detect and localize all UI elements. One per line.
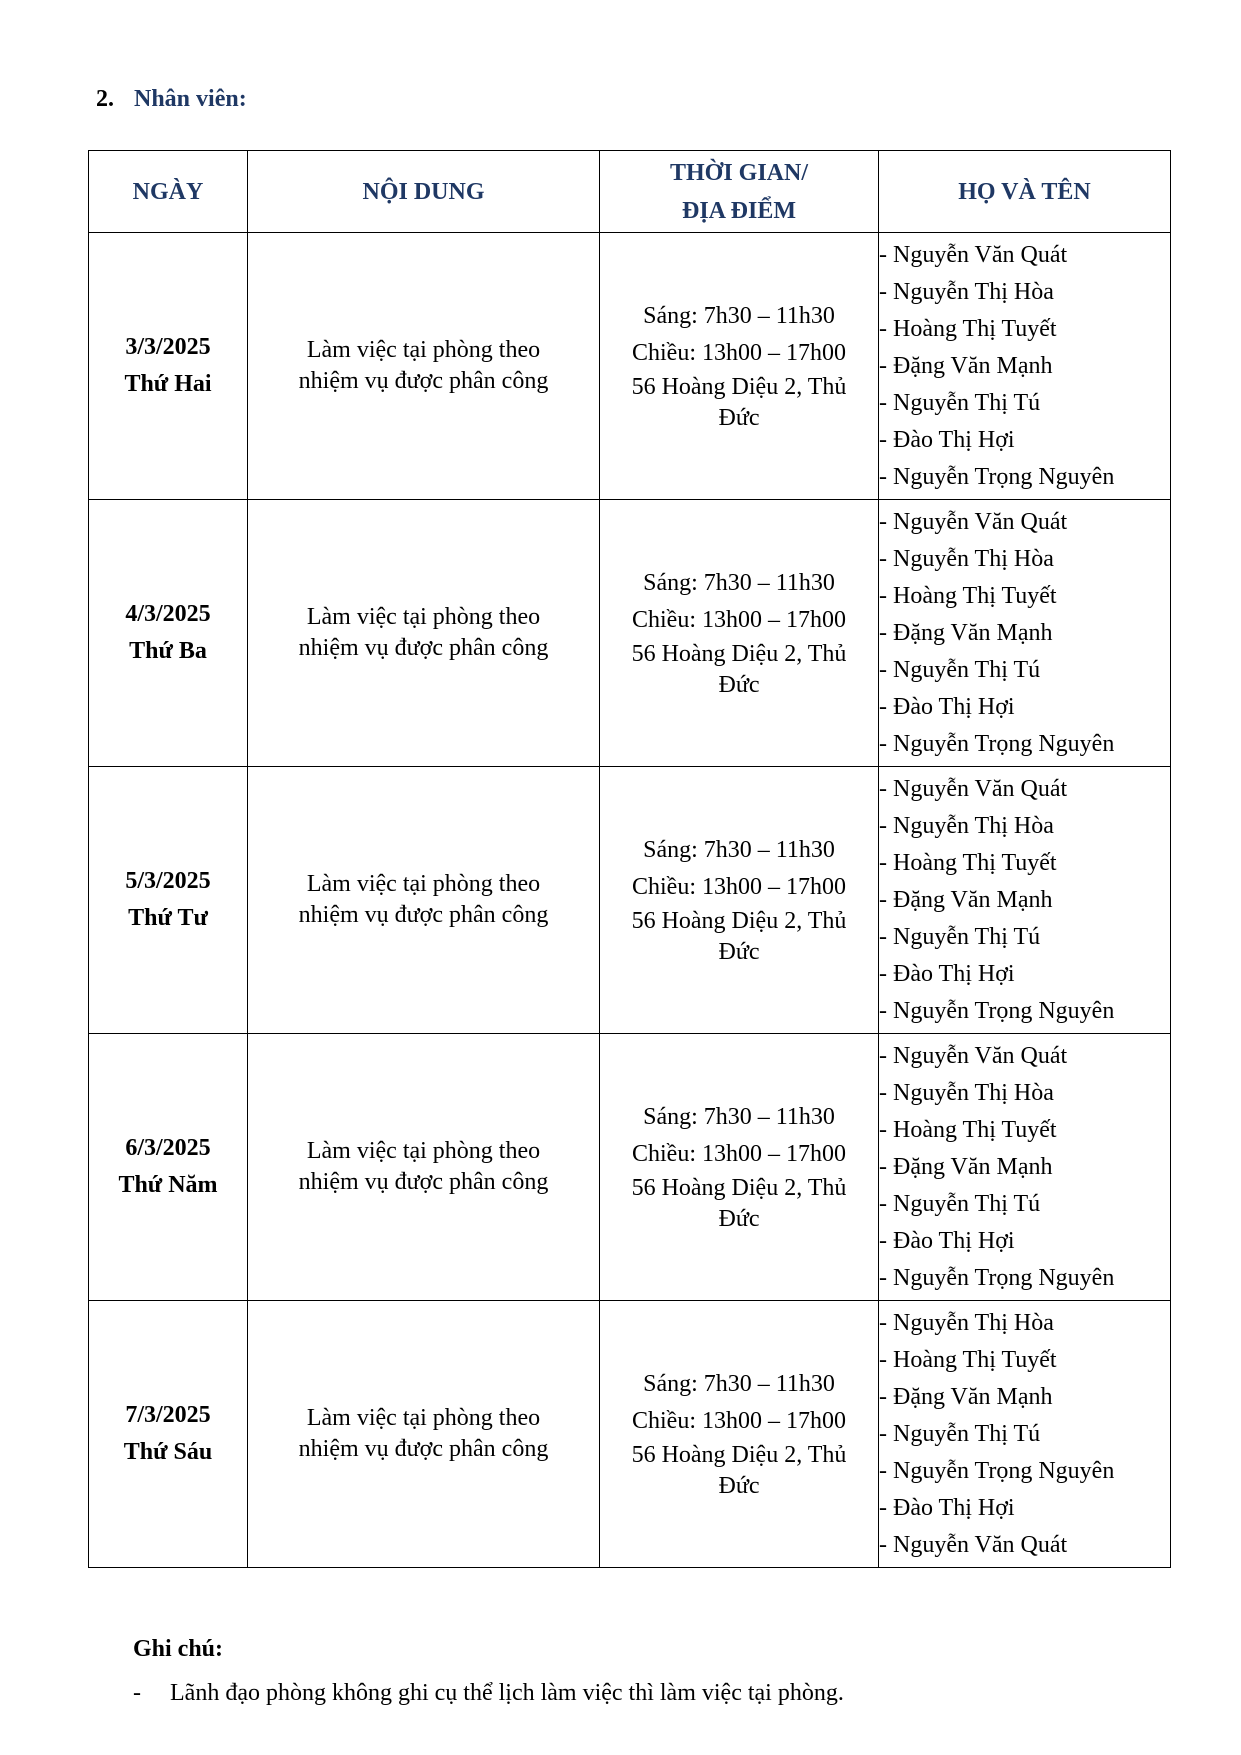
- staff-name: - Đặng Văn Mạnh: [879, 886, 1053, 913]
- content-cell: [248, 1034, 600, 1301]
- location-line: 56 Hoàng Diệu 2, Thủ: [631, 641, 847, 667]
- staff-name: - Đặng Văn Mạnh: [879, 1153, 1053, 1180]
- content-line: nhiệm vụ được phân công: [298, 1436, 549, 1462]
- staff-name: - Đào Thị Hợi: [879, 1494, 1015, 1521]
- staff-name: - Nguyễn Thị Tú: [879, 923, 1041, 950]
- afternoon-hours: Chiều: 13h00 – 17h00: [632, 340, 846, 366]
- date-cell: [89, 767, 248, 1034]
- staff-name: - Hoàng Thị Tuyết: [879, 315, 1057, 342]
- location-line: Đức: [718, 939, 760, 965]
- note-title: Ghi chú:: [133, 1636, 224, 1662]
- morning-hours: Sáng: 7h30 – 11h30: [643, 837, 835, 863]
- staff-name: - Nguyễn Văn Quát: [879, 241, 1068, 268]
- note-item: [133, 1680, 844, 1707]
- time-location-cell: [600, 233, 879, 500]
- staff-name: - Nguyễn Thị Hòa: [879, 1079, 1054, 1106]
- staff-name: - Hoàng Thị Tuyết: [879, 849, 1057, 876]
- row-date: 3/3/2025: [125, 334, 211, 360]
- section-title: [96, 86, 247, 113]
- content-line: Làm việc tại phòng theo: [306, 871, 541, 897]
- afternoon-hours: Chiều: 13h00 – 17h00: [632, 1141, 846, 1167]
- morning-hours: Sáng: 7h30 – 11h30: [643, 1371, 835, 1397]
- content-cell: [248, 500, 600, 767]
- row-weekday: Thứ Sáu: [123, 1439, 213, 1465]
- row-date: 5/3/2025: [125, 868, 211, 894]
- staff-name: - Nguyễn Trọng Nguyên: [879, 1264, 1115, 1291]
- location-line: 56 Hoàng Diệu 2, Thủ: [631, 1442, 847, 1468]
- names-cell: [879, 500, 1171, 767]
- note-text: Lãnh đạo phòng không ghi cụ thể lịch làm việc thì làm việc tại phòng.: [170, 1680, 844, 1706]
- row-weekday: Thứ Năm: [118, 1172, 218, 1198]
- staff-name: - Nguyễn Thị Hòa: [879, 812, 1054, 839]
- row-weekday: Thứ Ba: [129, 638, 207, 664]
- content-line: Làm việc tại phòng theo: [306, 604, 541, 630]
- location-line: Đức: [718, 405, 760, 431]
- row-date: 7/3/2025: [125, 1402, 211, 1428]
- row-weekday: Thứ Hai: [124, 371, 212, 397]
- staff-name: - Đào Thị Hợi: [879, 960, 1015, 987]
- date-cell: [89, 500, 248, 767]
- date-cell: [89, 1301, 248, 1568]
- staff-name: - Nguyễn Thị Hòa: [879, 278, 1054, 305]
- names-cell: [879, 1301, 1171, 1568]
- staff-name: - Nguyễn Thị Hòa: [879, 545, 1054, 572]
- content-line: nhiệm vụ được phân công: [298, 368, 549, 394]
- staff-name: - Đặng Văn Mạnh: [879, 1383, 1053, 1410]
- section-number: 2.: [96, 86, 114, 112]
- time-location-cell: [600, 767, 879, 1034]
- table-row: [89, 500, 1171, 767]
- location-line: 56 Hoàng Diệu 2, Thủ: [631, 374, 847, 400]
- content-line: nhiệm vụ được phân công: [298, 902, 549, 928]
- afternoon-hours: Chiều: 13h00 – 17h00: [632, 874, 846, 900]
- time-location-cell: [600, 500, 879, 767]
- content-cell: [248, 767, 600, 1034]
- header-time-location: [600, 151, 879, 233]
- content-line: nhiệm vụ được phân công: [298, 635, 549, 661]
- location-line: Đức: [718, 1206, 760, 1232]
- table-row: [89, 1034, 1171, 1301]
- date-cell: [89, 233, 248, 500]
- staff-name: - Nguyễn Thị Hòa: [879, 1309, 1054, 1336]
- staff-name: - Hoàng Thị Tuyết: [879, 1116, 1057, 1143]
- header-content: NỘI DUNG: [248, 151, 600, 233]
- staff-name: - Nguyễn Văn Quát: [879, 775, 1068, 802]
- header-location: ĐỊA ĐIỂM: [681, 197, 796, 224]
- note-dash: -: [133, 1680, 141, 1706]
- content-line: Làm việc tại phòng theo: [306, 1405, 541, 1431]
- location-line: Đức: [718, 1473, 760, 1499]
- staff-name: - Nguyễn Thị Tú: [879, 1420, 1041, 1447]
- table-row: [89, 767, 1171, 1034]
- content-cell: [248, 233, 600, 500]
- row-date: 6/3/2025: [125, 1135, 211, 1161]
- header-time: THỜI GIAN/: [669, 159, 809, 186]
- header-row: [89, 151, 1171, 233]
- staff-name: - Nguyễn Trọng Nguyên: [879, 1457, 1115, 1484]
- staff-name: - Hoàng Thị Tuyết: [879, 582, 1057, 609]
- staff-name: - Nguyễn Thị Tú: [879, 656, 1041, 683]
- content-line: nhiệm vụ được phân công: [298, 1169, 549, 1195]
- header-names: HỌ VÀ TÊN: [879, 151, 1171, 233]
- afternoon-hours: Chiều: 13h00 – 17h00: [632, 607, 846, 633]
- location-line: 56 Hoàng Diệu 2, Thủ: [631, 908, 847, 934]
- time-location-cell: [600, 1034, 879, 1301]
- afternoon-hours: Chiều: 13h00 – 17h00: [632, 1408, 846, 1434]
- staff-name: - Đào Thị Hợi: [879, 426, 1015, 453]
- morning-hours: Sáng: 7h30 – 11h30: [643, 1104, 835, 1130]
- content-line: Làm việc tại phòng theo: [306, 337, 541, 363]
- table-row: [89, 1301, 1171, 1568]
- table-row: [89, 233, 1171, 500]
- morning-hours: Sáng: 7h30 – 11h30: [643, 303, 835, 329]
- staff-name: - Nguyễn Văn Quát: [879, 508, 1068, 535]
- names-cell: [879, 233, 1171, 500]
- schedule-table: [88, 150, 1171, 1568]
- staff-name: - Hoàng Thị Tuyết: [879, 1346, 1057, 1373]
- schedule-body: [89, 233, 1171, 1568]
- staff-name: - Nguyễn Thị Tú: [879, 389, 1041, 416]
- content-cell: [248, 1301, 600, 1568]
- time-location-cell: [600, 1301, 879, 1568]
- staff-name: - Nguyễn Thị Tú: [879, 1190, 1041, 1217]
- staff-name: - Nguyễn Văn Quát: [879, 1531, 1068, 1558]
- row-date: 4/3/2025: [125, 601, 211, 627]
- location-line: 56 Hoàng Diệu 2, Thủ: [631, 1175, 847, 1201]
- names-cell: [879, 767, 1171, 1034]
- staff-name: - Nguyễn Trọng Nguyên: [879, 463, 1115, 490]
- row-weekday: Thứ Tư: [128, 905, 208, 931]
- morning-hours: Sáng: 7h30 – 11h30: [643, 570, 835, 596]
- staff-name: - Đào Thị Hợi: [879, 693, 1015, 720]
- staff-name: - Nguyễn Văn Quát: [879, 1042, 1068, 1069]
- staff-name: - Đào Thị Hợi: [879, 1227, 1015, 1254]
- names-cell: [879, 1034, 1171, 1301]
- staff-name: - Đặng Văn Mạnh: [879, 619, 1053, 646]
- staff-name: - Đặng Văn Mạnh: [879, 352, 1053, 379]
- staff-name: - Nguyễn Trọng Nguyên: [879, 997, 1115, 1024]
- date-cell: [89, 1034, 248, 1301]
- content-line: Làm việc tại phòng theo: [306, 1138, 541, 1164]
- staff-name: - Nguyễn Trọng Nguyên: [879, 730, 1115, 757]
- header-date: NGÀY: [89, 151, 248, 233]
- location-line: Đức: [718, 672, 760, 698]
- section-heading: Nhân viên:: [134, 86, 247, 112]
